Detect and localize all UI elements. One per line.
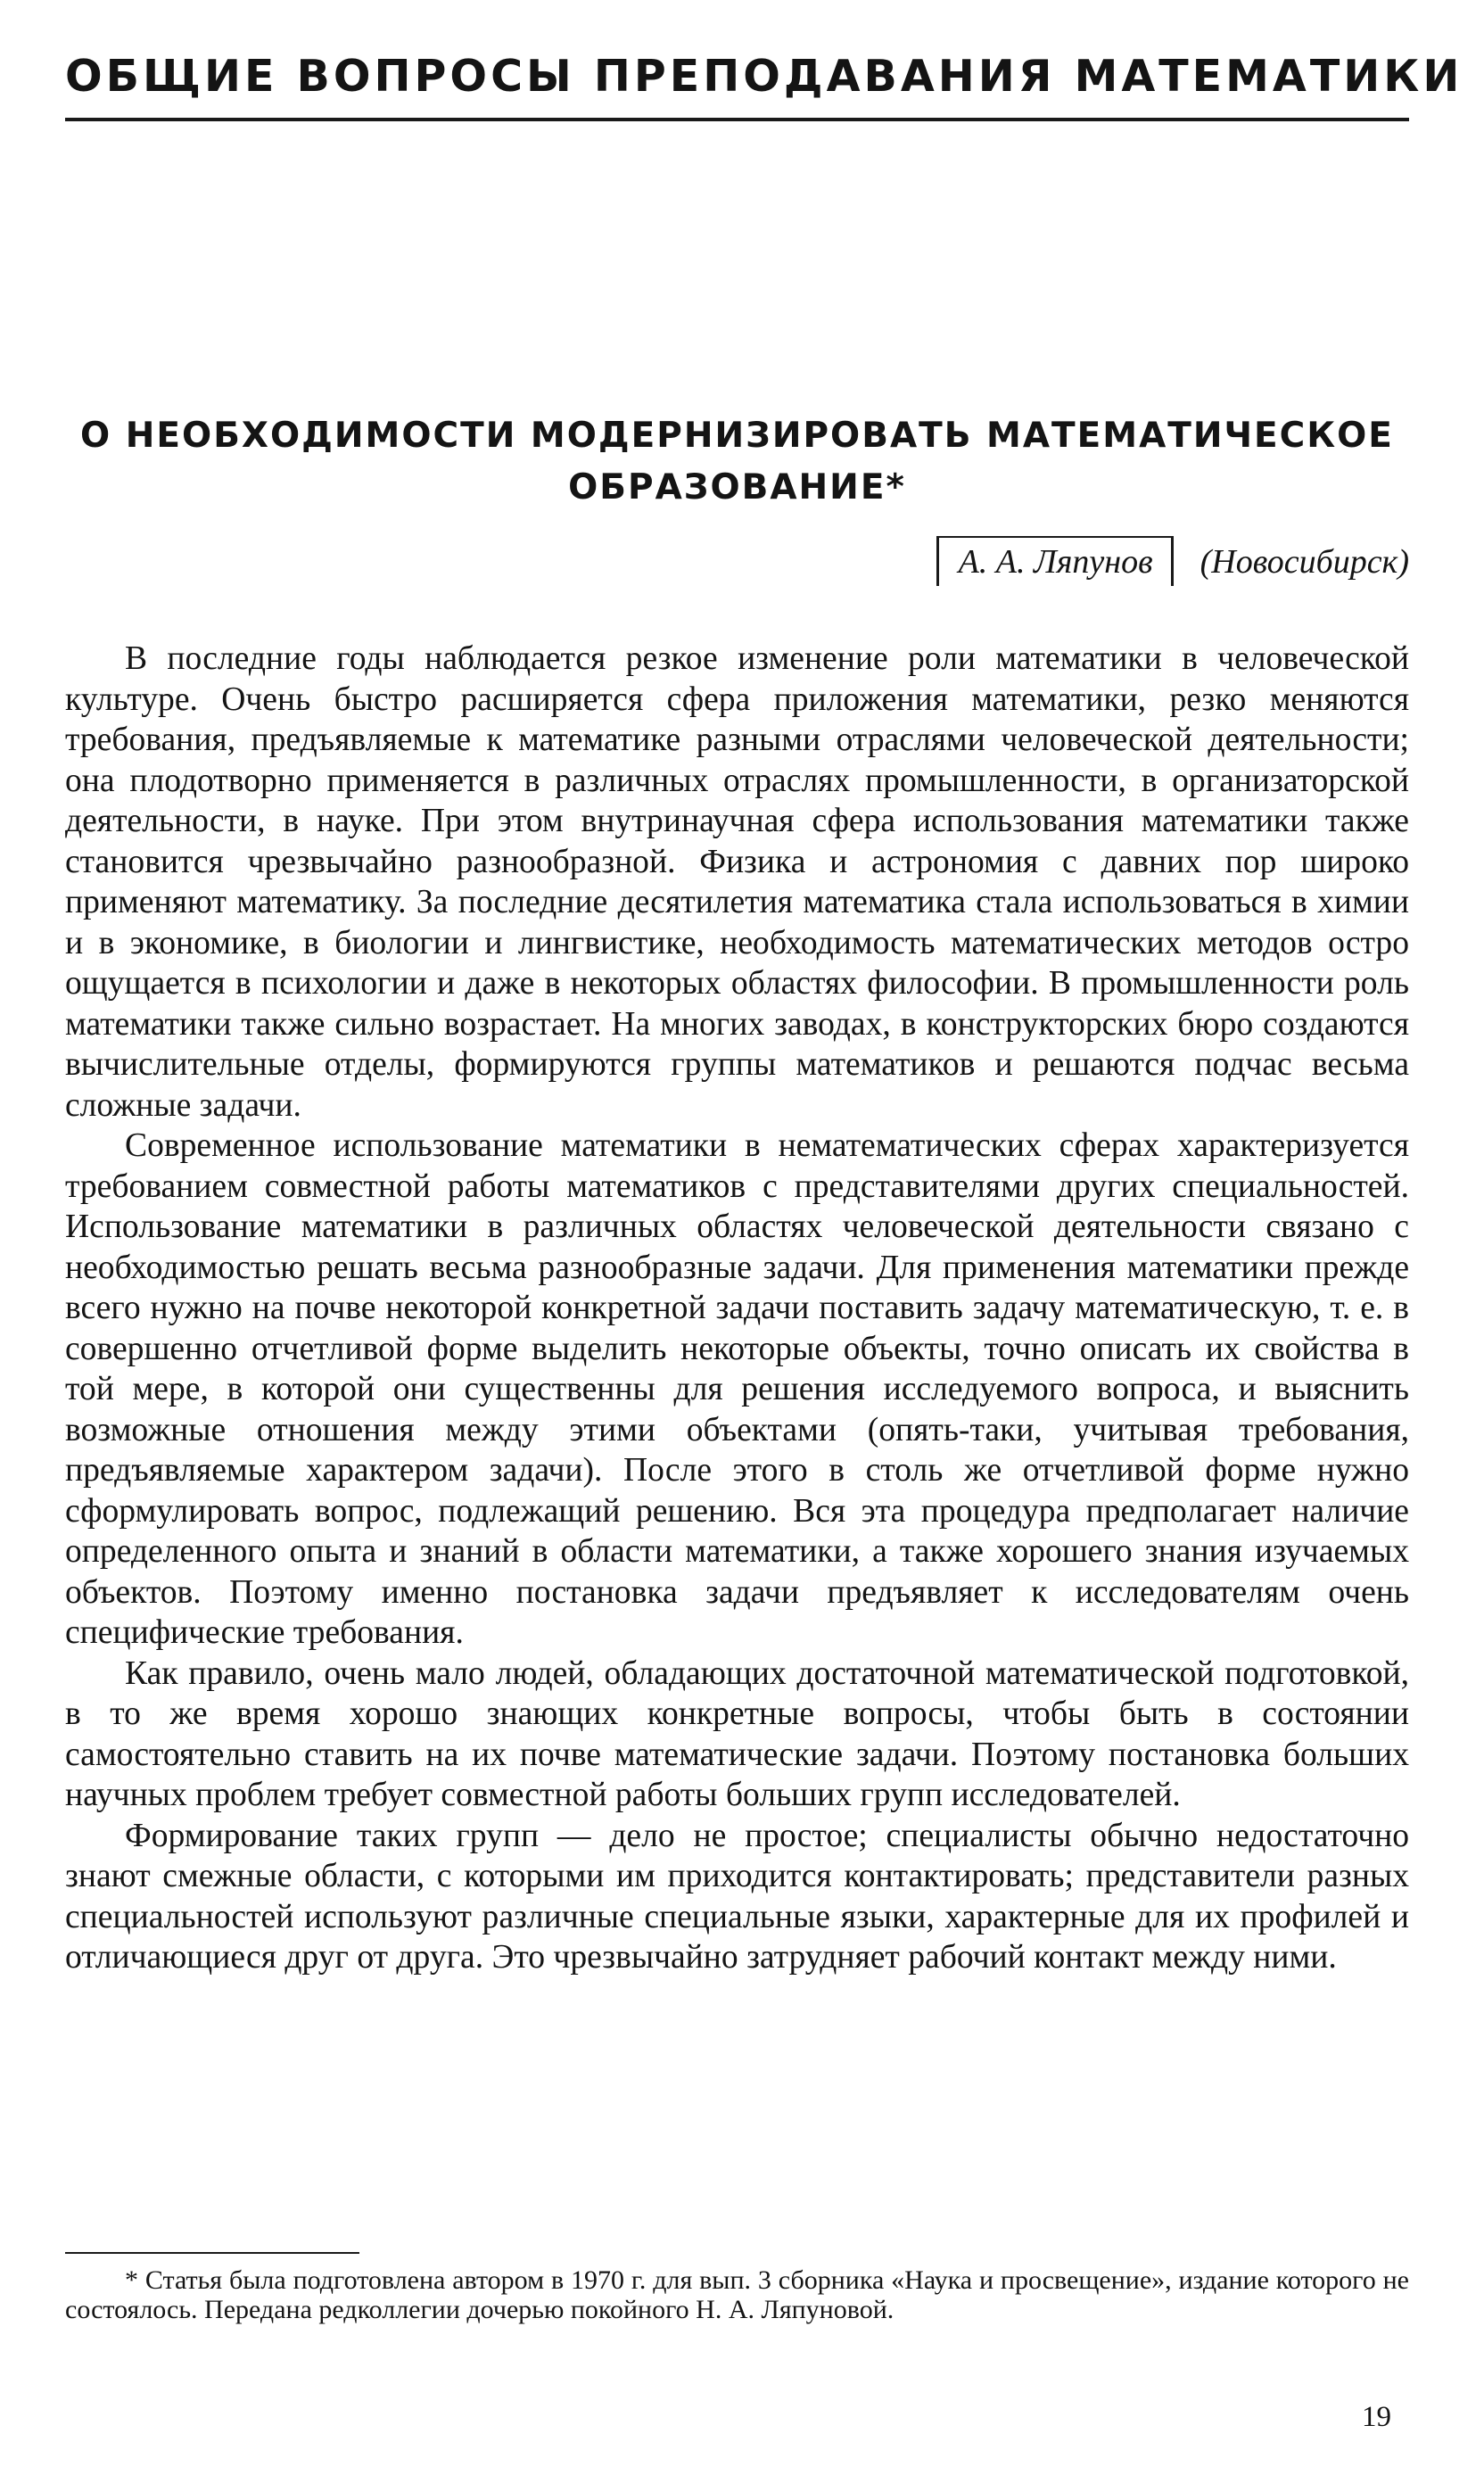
header-rule (65, 118, 1409, 121)
page-number: 19 (1362, 2401, 1391, 2433)
author-name: А. А. Ляпунов (936, 536, 1174, 586)
article-title (65, 410, 1409, 514)
byline (936, 535, 1409, 589)
paragraph: Формирование таких групп — дело не простое; специалисты обычно недостаточно знают смежные области, с которыми им приходится контактировать; представители разных специальностей используют различные специальные языки, характерные для их профилей и отличающиеся друг от друга. Это чрезвычайно затрудняет рабочий контакт между ними. (65, 1817, 1409, 1976)
article-body (65, 639, 1409, 1978)
article-title-line-1: О НЕОБХОДИМОСТИ МОДЕРНИЗИРОВАТЬ МАТЕМАТИЧЕСКОЕ (80, 416, 1394, 456)
paragraph: Как правило, очень мало людей, обладающих достаточной математической подготовкой, в то же время хорошо знающих конкретные вопросы, чтобы быть в состоянии самостоятельно ставить на их почве математические задачи. Поэтому постановка больших научных проблем требует совместной работы больших групп исследователей. (65, 1654, 1409, 1813)
author-location: (Новосибирск) (1200, 543, 1409, 581)
section-header: ОБЩИЕ ВОПРОСЫ ПРЕПОДАВАНИЯ МАТЕМАТИКИ (65, 51, 1463, 102)
paragraph: Современное использование математики в нематематических сферах характеризуется требованием совместной работы математиков с представителями других специальностей. Использование математики в различных областях человеческой деятельности связано с необходимостью решать весьма разнообразные задачи. Для применения математики прежде всего нужно на почве некоторой конкретной задачи поставить задачу математическую, т. е. в совершенно отчетливой форме выделить некоторые объекты, точно описать их свойства в той мере, в которой они существенны для решения исследуемого вопроса, и выяснить возможные отношения между этими объектами (опять-таки, учитывая требования, предъявляемые характером задачи). После этого в столь же отчетливой форме нужно сформулировать вопрос, подлежащий решению. Вся эта процедура предполагает наличие определенного опыта и знаний в области математики, а также хорошего знания изучаемых объектов. Поэтому именно постановка задачи предъявляет к исследователям очень специфические требования. (65, 1127, 1409, 1651)
footnote-rule (65, 2252, 359, 2254)
article-title-line-2: ОБРАЗОВАНИЕ* (568, 467, 906, 507)
footnote: * Статья была подготовлена автором в 1970 г. для вып. 3 сборника «Наука и просвещение», издание которого не состоялось. Передана редколлегии дочерью покойного Н. А. Ляпуновой. (65, 2265, 1409, 2324)
paragraph: В последние годы наблюдается резкое изменение роли математики в человеческой культуре. Очень быстро расширяется сфера приложения математики, резко меняются требования, предъявляемые к математике разными отраслями человеческой деятельности; она плодотворно применяется в различных отраслях промышленности, в организаторской деятельности, в науке. При этом внутринаучная сфера использования математики также становится чрезвычайно разнообразной. Физика и астрономия с давних пор широко применяют математику. За последние десятилетия математика стала использоваться в химии и в экономике, в биологии и лингвистике, необходимость математических методов остро ощущается в психологии и даже в некоторых областях философии. В промышленности роль математики также сильно возрастает. На многих заводах, в конструкторских бюро создаются вычислительные отделы, формируются группы математиков и решаются подчас весьма сложные задачи. (65, 640, 1409, 1124)
